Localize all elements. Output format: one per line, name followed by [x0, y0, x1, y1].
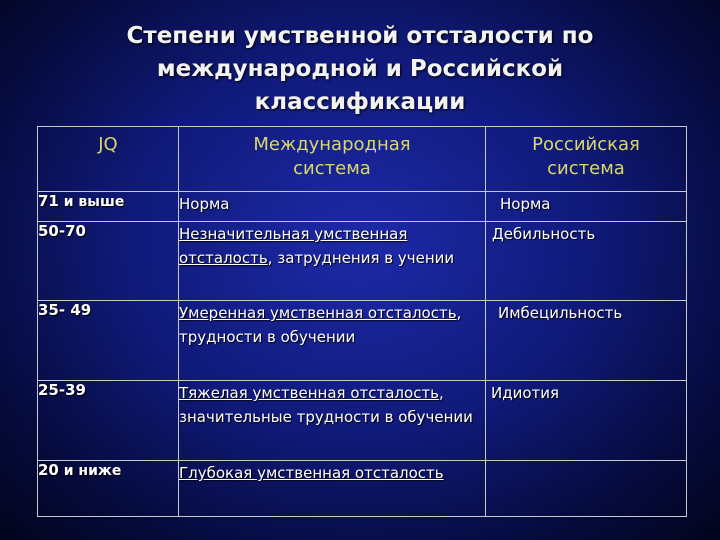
header-russian-system: [486, 127, 687, 192]
header-russian-line-2: система: [547, 158, 625, 179]
international-cell: [179, 381, 486, 461]
table-row: [38, 222, 687, 301]
jq-value: 50-70: [38, 222, 86, 240]
russian-term: Имбецильность: [498, 304, 623, 322]
russian-cell: [486, 461, 687, 517]
header-russian-line-1: Российская: [532, 134, 640, 155]
jq-cell: [38, 192, 179, 222]
slide-title-line-1: Степени умственной отсталости по: [126, 23, 594, 49]
slide-title: [60, 20, 660, 119]
table-row: [38, 461, 687, 517]
international-cell: [179, 301, 486, 381]
slide-title-line-3: классификации: [254, 89, 466, 115]
header-international-line-2: система: [293, 158, 371, 179]
jq-suffix: и ниже: [58, 463, 122, 479]
russian-term: Идиотия: [491, 384, 560, 402]
international-description: Норма: [179, 195, 230, 213]
international-term: Умеренная умственная отсталость: [179, 304, 457, 322]
jq-value: 20: [38, 461, 59, 479]
jq-value: 25-39: [38, 381, 86, 399]
slide-title-line-2: международной и Российской: [156, 56, 564, 82]
header-international-system: [179, 127, 486, 192]
jq-value: 71: [38, 192, 59, 210]
international-term: Глубокая умственная отсталость: [179, 464, 444, 482]
russian-cell: [486, 381, 687, 461]
international-description: , трудности в обучении: [179, 304, 462, 346]
jq-suffix: и выше: [58, 194, 125, 210]
header-jq: [38, 127, 179, 192]
russian-term: Норма: [500, 195, 551, 213]
russian-cell: [486, 192, 687, 222]
table-row: [38, 192, 687, 222]
header-international-line-1: Международная: [253, 134, 411, 155]
russian-cell: [486, 301, 687, 381]
international-description: , значительные трудности в обучении: [179, 384, 473, 426]
table-row: [38, 301, 687, 381]
international-description: , затруднения в учении: [267, 249, 455, 267]
jq-value: 35- 49: [38, 301, 92, 319]
international-cell: [179, 192, 486, 222]
jq-cell: [38, 222, 179, 301]
international-term: Незначительная умственная отсталость: [179, 225, 408, 267]
jq-cell: [38, 301, 179, 381]
header-jq-label: JQ: [98, 134, 118, 155]
international-term: Тяжелая умственная отсталость: [179, 384, 440, 402]
table-header-row: [38, 127, 687, 192]
international-cell: [179, 461, 486, 517]
table-row: [38, 381, 687, 461]
jq-cell: [38, 381, 179, 461]
russian-term: Дебильность: [492, 225, 596, 243]
russian-cell: [486, 222, 687, 301]
classification-table: [37, 126, 687, 517]
jq-cell: [38, 461, 179, 517]
international-cell: [179, 222, 486, 301]
